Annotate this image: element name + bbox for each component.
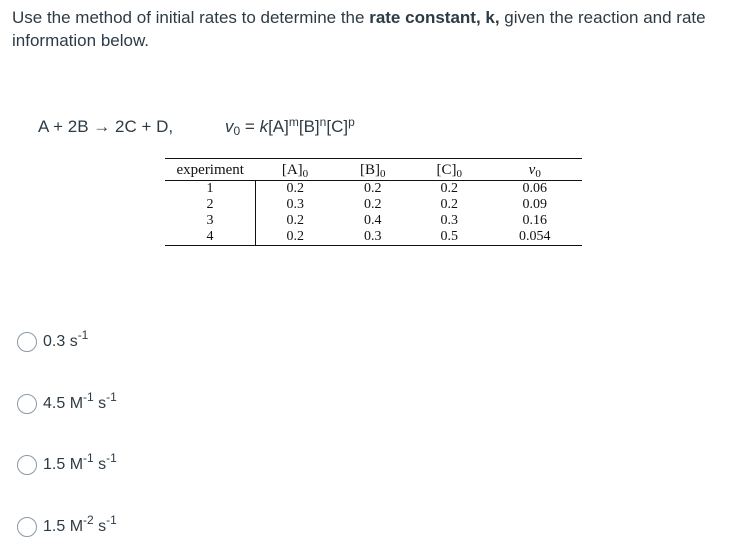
header-experiment: experiment	[165, 159, 256, 181]
reaction-equation: A + 2B → 2C + D,	[38, 117, 174, 136]
rate-law-v: v	[225, 117, 234, 136]
answer-option-3[interactable]	[17, 453, 117, 477]
header-B: $[B]_0$	[334, 159, 411, 181]
cell-B: 0.2	[363, 181, 382, 196]
cell-exp: 1	[165, 181, 256, 198]
question-prefix: Use the method of initial rates to determine the	[12, 8, 370, 27]
rate-law-n: n	[319, 115, 327, 129]
answer-option-1[interactable]	[17, 330, 88, 354]
header-C: $[C]_0$	[411, 159, 488, 181]
cell-A: 0.3	[286, 197, 304, 212]
radio-button[interactable]	[17, 394, 37, 414]
answer-option-2[interactable]	[17, 392, 117, 416]
question-text	[12, 6, 732, 52]
cell-A: 0.2	[286, 181, 304, 196]
option-label: 1.5 $M^{-2}$ $s^{-1}$	[43, 513, 117, 535]
cell-B: 0.4	[363, 213, 382, 228]
question-suffix: given the reaction and rate information below.	[12, 8, 706, 50]
option-label: 0.3 $s^{-1}$	[43, 328, 89, 350]
option-label: 4.5 $M^{-1}$ $s^{-1}$	[43, 390, 117, 412]
rate-law-m: m	[288, 115, 299, 129]
answer-option-4[interactable]	[17, 515, 117, 539]
cell-A: 0.2	[286, 229, 304, 244]
cell-B: 0.2	[363, 197, 382, 212]
table-row	[165, 181, 582, 198]
cell-exp: 3	[165, 213, 256, 229]
cell-C: 0.2	[440, 181, 458, 196]
rate-law	[225, 117, 355, 137]
cell-v: 0.16	[522, 213, 547, 228]
radio-button[interactable]	[17, 517, 37, 537]
table-row	[165, 229, 582, 246]
cell-A: 0.2	[286, 213, 304, 228]
header-v: $v_0$	[487, 159, 582, 181]
rate-law-a: [A]	[268, 117, 289, 136]
rate-law-c: [C]	[326, 117, 349, 136]
cell-v: 0.09	[522, 197, 547, 212]
cell-v: 0.06	[522, 181, 547, 196]
cell-exp: 2	[165, 197, 256, 213]
option-label: 1.5 $M^{-1}$ $s^{-1}$	[43, 451, 117, 473]
cell-exp: 4	[165, 229, 256, 246]
table-row	[165, 213, 582, 229]
cell-C: 0.3	[440, 213, 458, 228]
table-header-row	[165, 159, 582, 181]
cell-C: 0.2	[440, 197, 458, 212]
rate-law-b: [B]	[298, 117, 320, 136]
header-A: $[A]_0$	[256, 159, 335, 181]
radio-button[interactable]	[17, 455, 37, 475]
rate-data-table	[165, 158, 582, 246]
cell-B: 0.3	[363, 229, 382, 244]
radio-button[interactable]	[17, 332, 37, 352]
cell-C: 0.5	[440, 229, 458, 244]
cell-v: 0.054	[518, 229, 551, 244]
rate-law-p: p	[348, 115, 355, 129]
rate-law-v-sub: 0	[233, 124, 241, 138]
question-bold: rate constant, k,	[369, 8, 500, 27]
table-row	[165, 197, 582, 213]
rate-law-k: k	[259, 117, 269, 136]
rate-law-eq: =	[240, 117, 260, 136]
